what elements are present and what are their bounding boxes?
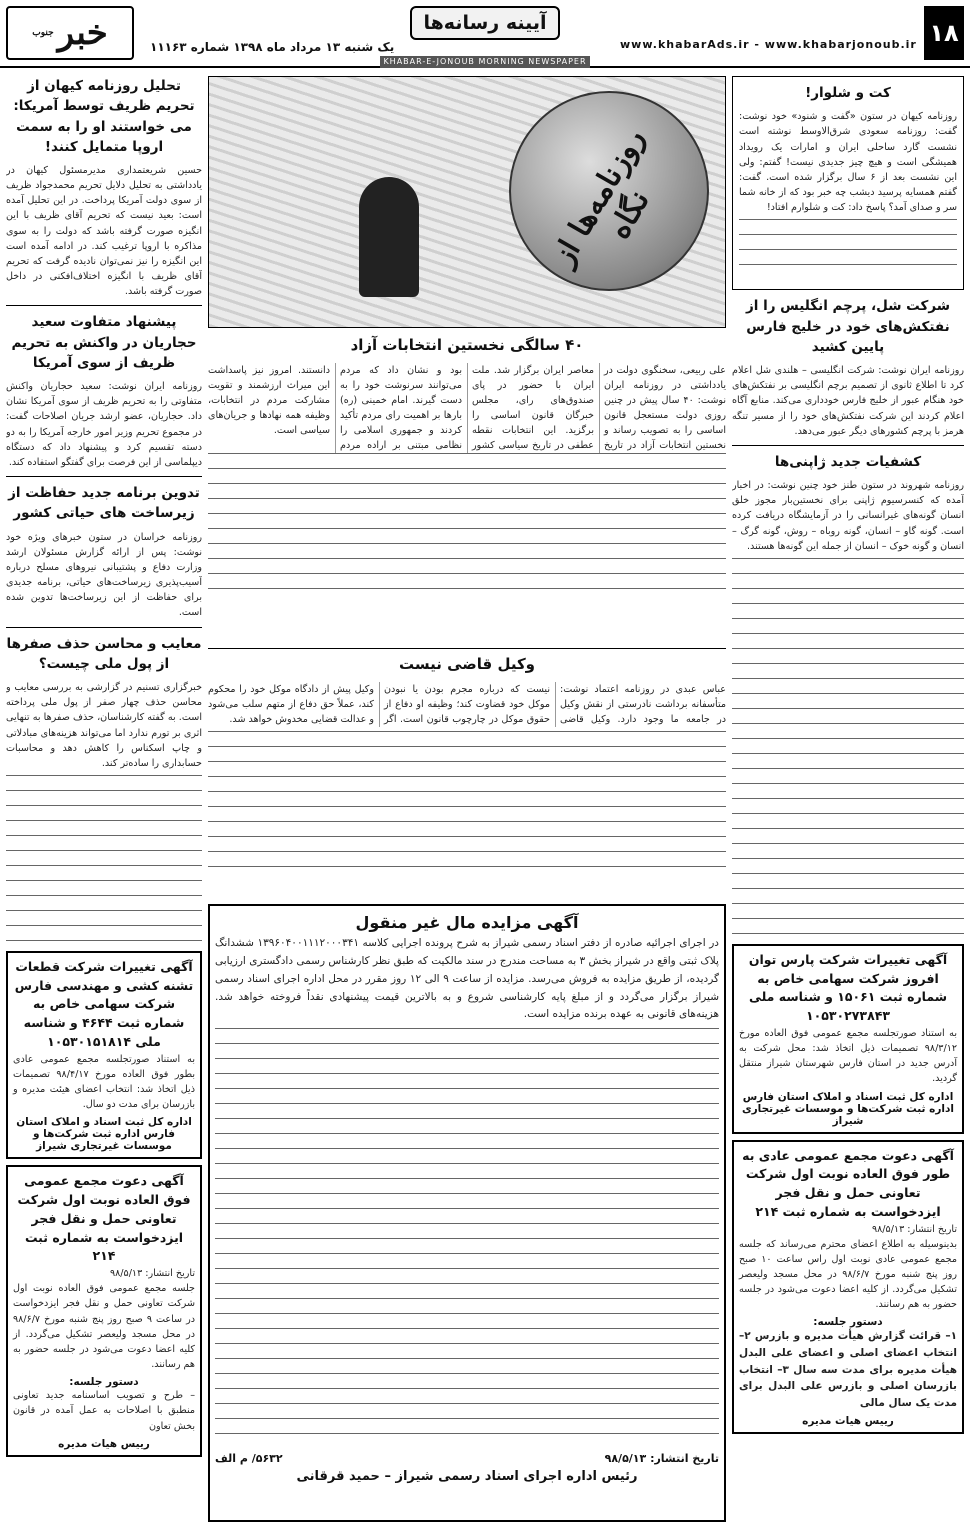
article-title: کت و شلوار!: [805, 85, 891, 101]
auction-ad: [208, 904, 726, 1522]
shell-article: [732, 296, 964, 439]
ad-body: جلسه مجمع عمومی فوق العاده نوبت اول شرکت تعاونی حمل و نقل فجر ایزدخواست در ساعت ۹ صبح روز پنج شنبه مورخ ۹۸/۶/۷ در محل مسجد ولیعصر تشکیل می‌گردد. از کلیه اعضا دعوت می‌شود در جلسه حضور به هم رسانند.: [13, 1283, 195, 1371]
agenda-title: دستور جلسه:: [813, 1316, 883, 1329]
article-title: معایب و محاسن حذف صفرها از پول ملی چیست؟: [6, 635, 202, 672]
lawyer-article: [208, 648, 726, 898]
article-title: شرکت شل، پرچم انگلیس را از نفتکش‌های خود در خلیج فارس پایین کشید: [745, 298, 950, 355]
hero-caption: روزنامه‌ها از نگاه: [545, 122, 657, 272]
right-column: [732, 76, 964, 1522]
article-title: پیشنهاد متفاوت سعید حجاریان در واکنش به تحریم ظریف از سوی آمریکا: [11, 314, 197, 371]
ad-body: بدینوسیله به اطلاع اعضای محترم می‌رساند که جلسه مجمع عمومی عادی نوبت اول راس ساعت ۱۰ صبح روز پنج شنبه مورخ ۹۸/۶/۷ در محل مسجد ولیعصر تشکیل می‌گردد. از کلیه اعضا دعوت می‌شود در جلسه حضور به هم رسانند.: [739, 1238, 957, 1311]
ad-title: آگهی تغییرات شرکت قطعات تشنه کشی و مهندسی فارس شرکت سهامی خاص به شماره ثبت ۴۶۴۴ و شناسه ملی ۱۰۵۳۰۱۵۱۸۱۴: [14, 958, 194, 1049]
issue-date: یک شنبه ۱۳ مرداد ماه ۱۳۹۸ شماره ۱۱۱۶۳: [150, 40, 395, 54]
divider: [6, 476, 202, 477]
hero-image: [208, 76, 726, 328]
text-lines: [739, 219, 957, 279]
divider: [732, 445, 964, 446]
ad-signature: رییس هیات مدیره: [802, 1415, 894, 1428]
ad-signature: اداره کل ثبت اسناد و املاک استان فارس اداره ثبت شرکت‌ها و موسسات غیرتجاری شیراز: [16, 1116, 192, 1153]
japanese-article: [732, 452, 964, 938]
text-lines: [208, 731, 726, 881]
ad-body: در اجرای اجرائیه صادره از دفتر اسناد رسمی شیراز به شرح پرونده اجرایی کلاسه ۱۳۹۶۰۴۰۰۱۱۱۲۰۰۰۳۴۱ ششدانگ پلاک ثبتی واقع در شیراز بخش ۳ به مساحت مندرج در سند مالکیت که طبق نظر کارشناس رسمی دادگستری ارزیابی گردیده، از طریق مزایده به فروش می‌رسد. مزایده از ساعت ۹ الی ۱۲ روز مقرر در محل اداره اجرای اسناد رسمی شیراز برگزار می‌گردد و از مبلغ پایه کارشناسی شروع و به بالاترین قیمت پیشنهادی نقداً فروخته خواهد شد. هزینه‌های قانونی به عهده برنده مزایده است.: [215, 937, 719, 1021]
text-lines: [208, 453, 726, 603]
ad-title: آگهی دعوت مجمع عمومی فوق العاده نوبت اول شرکت تعاونی حمل و نقل فجر ایزدخواست به شماره ثبت ۲۱۴: [17, 1173, 191, 1264]
ad-title: آگهی دعوت مجمع عمومی عادی به طور فوق العاده نوبت اول شرکت تعاونی حمل و نقل فجر ایزدخواست به شماره ثبت ۲۱۴: [742, 1147, 954, 1219]
paper-name-banner: KHABAR-E-JONOUB MORNING NEWSPAPER: [380, 56, 590, 68]
text-lines: [732, 558, 964, 938]
article-body: عباس عبدی در روزنامه اعتماد نوشت: متأسفانه برداشت نادرستی از نقش وکیل در جامعه ما وجود دارد. وکیل قاضی نیست که درباره مجرم بودن یا نبودن موکل خود قضاوت کند؛ وظیفه او دفاع از حقوق موکل در چارچوب قانون است. اگر وکیل پیش از دادگاه موکل خود را محکوم کند، عملاً حق دفاع از متهم سلب می‌شود و عدالت قضایی مخدوش خواهد شد.: [208, 683, 726, 725]
ad-signature: رییس هیات مدیره: [58, 1437, 150, 1450]
ad-date: تاریخ انتشار: ۹۸/۵/۱۳: [110, 1268, 195, 1280]
agenda-items: ۱– قرائت گزارش هیأت مدیره و بازرس ۲– انتخاب اعضای اصلی و اعضای علی البدل هیأت مدیره برای مدت سه سال ۳– انتخاب بازرسان اصلی و بازرس علی البدل برای مدت یک سال مالی: [739, 1330, 958, 1409]
masthead: [0, 0, 970, 68]
article-title: ۴۰ سالگی نخستین انتخابات آزاد: [350, 336, 584, 354]
ad-body: به استناد صورتجلسه مجمع عمومی فوق العاده مورخ ۹۸/۳/۱۲ تصمیمات ذیل اتخاذ شد: محل شرکت به آدرس جدید در استان فارس شهرستان شیراز منتقل گردید.: [739, 1027, 957, 1085]
page-number: ۱۸: [924, 6, 964, 60]
reader-silhouette: [359, 177, 419, 297]
article-title: تحلیل روزنامه کیهان از تحریم ظریف توسط آمریکا: می خواستند او را به سمت اروپا متمایل کنند!: [13, 78, 195, 155]
article-body: خبرگزاری تسنیم در گزارشی به بررسی معایب و محاسن حذف چهار صفر از پول ملی پرداخته است. به گفته کارشناسان، حذف صفرها به تنهایی اثری بر تورم ندارد اما می‌تواند هزینه‌های مبادلاتی و چاپ اسکناس را کاهش دهد و محاسبات حسابداری را ساده‌تر کند.: [6, 682, 202, 769]
logo-text: خبر: [57, 13, 108, 53]
article-title: وکیل قاضی نیست: [398, 655, 536, 673]
article-body: روزنامه شهروند در ستون طنز خود چنین نوشت: در اخبار آمده که کنسرسیوم ژاپنی برای نخستین‌بار مجوز خلق انسان گونه‌های غیرانسانی را در آزمایشگاه دریافت کرده است. گونه گاو – انسان، گونه روباه – روش، گونه گرگ – انسان و گونه خوک – انسان از جمله این گونه‌ها هستند.: [732, 480, 964, 552]
ad-code: ۵۶۳۲/ م الف: [215, 1452, 283, 1466]
divider: [6, 305, 202, 306]
currency-article: [6, 634, 202, 945]
hajjarian-article: [6, 312, 202, 470]
suit-article: [732, 76, 964, 290]
agenda-items: – طرح و تصویب اساسنامه جدید تعاونی منطبق با اصلاحات به عمل آمده در قانون بخش تعاون: [13, 1390, 195, 1432]
ad-signature: اداره کل ثبت اسناد و املاک استان فارس اداره ثبت شرکت‌ها و موسسات غیرتجاری شیراز: [742, 1090, 954, 1127]
text-lines: [215, 1028, 719, 1448]
text-lines: [6, 775, 202, 945]
company-change-ad: [6, 951, 202, 1159]
infrastructure-article: [6, 483, 202, 620]
newspaper-logo[interactable]: [6, 6, 134, 60]
divider: [6, 627, 202, 628]
agenda-title: دستور جلسه:: [69, 1376, 139, 1389]
fajr-invitation-ad: [732, 1140, 964, 1435]
left-column: [6, 76, 202, 1522]
article-body: روزنامه کیهان در ستون «گفت و شنود» خود نوشت: گفت: روزنامه سعودی شرق‌الاوسط نوشته است نشست گارد ساحلی ایران و امارات یک رویداد همیشگی است و هیچ چیز جدیدی نیست! گفتم: ولی این نشست بعد از ۶ سال برگزار شده است. گفت: گفتم همسایه پرسید دیشب چه خبر بود که از خانه شما سر و صدای آمد؟ پاسخ داد: کت و شلوارم افتاد!: [739, 111, 957, 214]
ad-title: آگهی تغییرات شرکت پارس توان افروز شرکت سهامی خاص به شماره ثبت ۱۵۰۶۱ و شناسه ملی ۱۰۵۳۰۲۷۳۸۴۳: [748, 951, 948, 1024]
article-body: روزنامه ایران نوشت: سعید حجاریان واکنش متفاوتی را به تحریم ظریف از سوی آمریکا نشان داد. حجاریان، عضو ارشد جریان اصلاحات گفت: در مجموع تحریم وزیر امور خارجه آمریکا را به دو دسته تقسیم کرد و پیشنهاد داد که دستگاه دیپلماسی از این فرصت برای گفتگو استفاده کند.: [6, 381, 202, 468]
pars-tavan-ad: [732, 944, 964, 1134]
kayhan-article: [6, 76, 202, 299]
article-title: تدوین برنامه جدید حفاظت از زیرساخت های حیاتی کشور: [8, 485, 200, 522]
section-title: آیینه رسانه‌ها: [410, 6, 560, 40]
article-body: روزنامه خراسان در ستون خبرهای ویژه خود نوشت: پس از ارائه گزارش مسئولان ارشد وزارت دفاع و پشتیبانی نیروهای مسلح درباره آسیب‌پذیری زیرساخت‌های حیاتی، برنامه جدیدی برای حفاظت از این زیرساخت‌ها تدوین شده است.: [6, 531, 202, 619]
ad-body: به استناد صورتجلسه مجمع عمومی عادی بطور فوق العاده مورخ ۹۸/۴/۱۷ تصمیمات ذیل اتخاذ شد: انتخاب اعضای هیئت مدیره و بازرسان برای مدت دو سال.: [13, 1053, 195, 1111]
ad-date: تاریخ انتشار: ۹۸/۵/۱۳: [872, 1223, 957, 1235]
assembly-invitation-ad: [6, 1165, 202, 1456]
article-body: علی ربیعی، سخنگوی دولت در یادداشتی در روزنامه ایران نوشت: ۴۰ سال پیش در چنین روزی دولت مستعجل قانون اساسی را به تصویب رساند و نخستین انتخابات آزاد در تاریخ معاصر ایران برگزار شد. ملت ایران با حضور در پای صندوق‌های رای، مجلس خبرگان قانون اساسی را برگزید. این انتخابات نقطه عطفی در تاریخ سیاسی کشور بود و نشان داد که مردم می‌توانند سرنوشت خود را به دست گیرند. امام خمینی (ره) بارها بر اهمیت رای مردم تأکید کردند و جمهوری اسلامی را نظامی مبتنی بر اراده مردم دانستند. امروز نیز پاسداشت این میراث ارزشمند و تقویت مشارکت مردم در انتخابات، وظیفه همه نهادها و جریان‌های سیاسی است.: [208, 364, 726, 452]
website-links[interactable]: www.khabarAds.ir - www.khabarjonoub.ir: [620, 38, 917, 51]
logo-sub: جنوب: [32, 28, 54, 38]
article-body: روزنامه ایران نوشت: شرکت انگلیسی – هلندی شل اعلام کرد تا اطلاع ثانوی از تصمیم برچم انگلیسی بر نفتکش‌های خود هنگام عبور از خلیج فارس خودداری می‌کند. منابع آگاه اعلام کردند این شرکت نفتکش‌های خود را از مسیر تنگه هرمز با پرچم کشورهای دیگر عبور می‌دهد.: [732, 365, 964, 437]
ad-title: آگهی مزایده مال غیر منقول: [355, 913, 579, 932]
publish-date: تاریخ انتشار: ۹۸/۵/۱۳: [604, 1452, 719, 1466]
article-body: حسین شریعتمداری مدیرمسئول کیهان در یادداشتی به تحلیل دلایل تحریم محمدجواد ظریف از سوی دولت آمریکا پرداخت. در این تحلیل آمده است: بعید نیست که تحریم آقای ظریف با این انگیزه صورت گرفته باشد که دولت را به سوی مذاکره با اروپا ترغیب کند. در ادامه آمده است این انگیزه را نیز نمی‌توان نادیده گرفت که تحریم آقای ظریف با انگیزه اختلاف‌افکنی در داخل صورت گرفته باشد.: [6, 165, 202, 298]
article-title: کشفیات جدید ژاپنی‌ها: [774, 453, 922, 470]
ad-signature: رئیس اداره اجرای اسناد رسمی شیراز – حمید قرقانی: [296, 1469, 638, 1485]
main-article: [208, 334, 726, 644]
